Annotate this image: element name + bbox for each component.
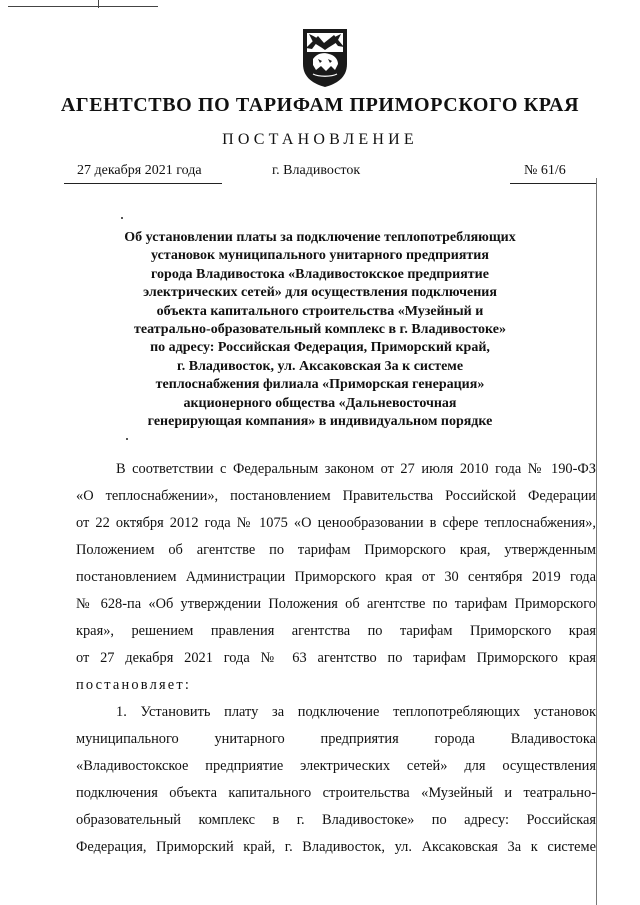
- top-scan-rule: [8, 6, 158, 7]
- body-line: 1. Установить плату за подключение теплопотребляющих установок: [116, 704, 596, 720]
- document-type: ПОСТАНОВЛЕНИЕ: [222, 131, 418, 148]
- agency-title: АГЕНТСТВО ПО ТАРИФАМ ПРИМОРСКОГО КРАЯ: [60, 94, 580, 116]
- subject-line: акционерного общества «Дальневосточная: [183, 395, 457, 411]
- body-line: В соответствии с Федеральным законом от 27 июля 2010 года № 190-ФЗ: [116, 461, 596, 477]
- subject-line: электрических сетей» для осуществления подключения: [143, 285, 497, 301]
- body-line: подключения объекта капитального строительства «Музейный и театрально-: [76, 785, 596, 801]
- subject-line: объекта капитального строительства «Музейный и: [156, 303, 484, 319]
- body-line: «Владивостокское предприятие электрических сетей» для осуществления: [76, 758, 596, 774]
- subject-line: г. Владивосток, ул. Аксаковская 3а к системе: [176, 358, 464, 374]
- subject-line: генерирующая компания» в индивидуальном порядке: [147, 414, 493, 430]
- body-line: «О теплоснабжении», постановлением Правительства Российской Федерации: [76, 488, 596, 504]
- number-underline: [510, 183, 596, 184]
- body-line: Федерация, Приморский край, г. Владивосток, ул. Аксаковская 3а к системе: [76, 839, 596, 855]
- body-line: постановлением Администрации Приморского края от 30 сентября 2019 года: [76, 569, 596, 585]
- body-line: образовательный комплекс в г. Владивостоке» по адресу: Российская: [76, 812, 596, 828]
- document-subject: [60, 229, 580, 431]
- body-line: Положением об агентстве по тарифам Приморского края, утвержденным: [76, 542, 596, 558]
- scan-mark: [121, 217, 123, 219]
- date-underline: [64, 183, 222, 184]
- body-line: от 22 октября 2012 года № 1075 «О ценообразовании в сфере теплоснабжения»,: [76, 515, 596, 531]
- body-line: муниципального унитарного предприятия города Владивостока: [76, 731, 596, 747]
- page-edge-line: [596, 178, 597, 905]
- body-line: № 628-па «Об утверждении Положения об агентстве по тарифам Приморского: [76, 596, 596, 612]
- document-date: 27 декабря 2021 года: [77, 163, 202, 178]
- subject-line: города Владивостока «Владивостокское предприятие: [151, 266, 489, 282]
- subject-line: по адресу: Российская Федерация, Приморский край,: [150, 340, 490, 356]
- document-city: г. Владивосток: [272, 163, 361, 178]
- subject-line: театрально-образовательный комплекс в г. Владивостоке»: [134, 322, 506, 338]
- primorsky-krai-coat-of-arms-icon: [300, 26, 350, 88]
- document-body: [76, 456, 596, 861]
- body-line: края», решением правления агентства по тарифам Приморского края: [76, 623, 596, 639]
- subject-line: теплоснабжения филиала «Приморская генерация»: [155, 377, 485, 393]
- top-scan-tick: [98, 0, 99, 8]
- resolution-keyword: постановляет:: [76, 677, 192, 693]
- subject-line: Об установлении платы за подключение теплопотребляющих: [124, 230, 516, 245]
- document-number: № 61/6: [524, 163, 566, 178]
- subject-line: установок муниципального унитарного предприятия: [151, 248, 489, 264]
- scan-mark: [126, 438, 128, 440]
- body-line: от 27 декабря 2021 года № 63 агентство по тарифам Приморского края: [76, 650, 596, 666]
